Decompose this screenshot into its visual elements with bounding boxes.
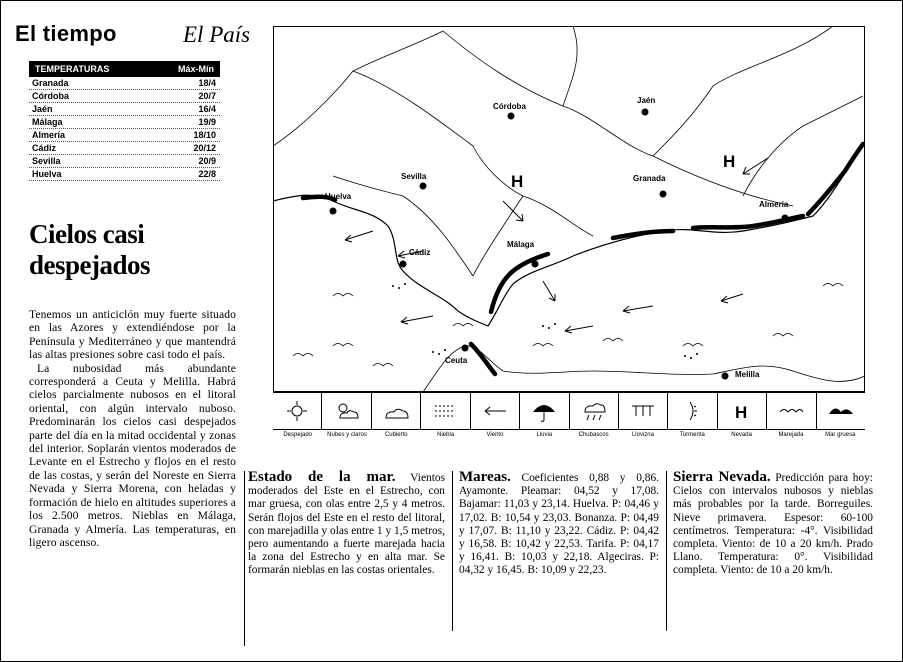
legend-label: Chubascos [578, 432, 609, 438]
choppy-sea-icon [776, 398, 806, 424]
temperature-row [29, 77, 220, 90]
article-paragraph: La nubosidad más abundante corresponderá a Ceuta y Melilla. Habrá cielos parcialmente nubosos en el litoral oriental, con algún intervalo nuboso. Predominarán los cielos casi despejados parte del día en la mitad occidental y zonas del interior. Soplarán vientos moderados de Levante en el Estrecho y flojos en el resto de las costas, y serán del Noreste en Sierra Nevada y Sierra Morena, con heladas y formación de hielo en altitudes superiores a los 2.500 metros. Nieblas en Málaga, Granada y Almería. Las temperaturas, en ligero ascenso. [29, 361, 236, 549]
legend-label: Nubes y claros [327, 432, 367, 438]
legend-label: Marejada [778, 432, 804, 438]
map-city-label: Sevilla [401, 172, 427, 181]
temperature-value: 18/4 [198, 78, 216, 88]
sea-state-column [248, 471, 445, 578]
high-pressure-mark: H [723, 152, 736, 171]
tides-lead: Mareas. [459, 469, 511, 485]
legend-label: Llovizna [631, 432, 654, 438]
temperature-city: Córdoba [32, 91, 69, 101]
temperature-value: 20/7 [198, 91, 216, 101]
temperature-table-header [29, 61, 220, 77]
legend-cell [569, 393, 618, 429]
temperature-header-value: Máx-Mín [178, 64, 214, 74]
temperature-city: Almería [32, 130, 66, 140]
map-city-label: Cádiz [409, 248, 431, 257]
temperature-row [29, 116, 220, 129]
legend-label: Despejado [283, 432, 312, 438]
map-city-label: Huelva [325, 192, 352, 201]
legend-label: Lluvia [536, 432, 553, 438]
legend-cell [371, 393, 420, 429]
map-city-label: Málaga [507, 240, 535, 249]
temperature-value: 20/9 [198, 156, 216, 166]
clear-sky-icon [282, 398, 312, 424]
partly-cloudy-icon [332, 398, 362, 424]
section-title: El tiempo [15, 21, 117, 46]
sierra-nevada-lead: Sierra Nevada. [673, 469, 771, 485]
temperature-value: 18/10 [193, 130, 216, 140]
article-headline: Cielos casi despejados [29, 219, 151, 280]
legend-cell [816, 393, 865, 429]
map-city-label: Ceuta [445, 356, 468, 365]
article-body [29, 308, 236, 549]
tides-text: Coeficientes 0,88 y 0,86. Ayamonte. Pleamar: 04,52 y 17,08. Bajamar: 11,03 y 23,14. Huelva. P: 04,46 y 17,02. B: 10,54 y 23,03. Bonanza. P: 04,49 y 17,07. B: 11,10 y 23,22. Cádiz. P: 04,42 y 16,58. B: 10,42 y 22,53. Tarifa. P: 04,17 y 16,41. B: 10,03 y 22,18. Algeciras. P: 04,32 y 16,45. B: 10,09 y 22,23. [459, 472, 659, 577]
legend-cell [618, 393, 667, 429]
temperature-city: Cádiz [32, 143, 57, 153]
temperature-row [29, 168, 220, 181]
rough-sea-icon [826, 398, 856, 424]
legend-cell [519, 393, 568, 429]
temperature-city: Granada [32, 78, 69, 88]
showers-icon [579, 398, 609, 424]
temperature-row [29, 103, 220, 116]
legend-label: Tormenta [679, 432, 705, 438]
temperature-row [29, 155, 220, 168]
masthead [15, 19, 265, 53]
map-city-label: Melilla [735, 370, 760, 379]
map-drawing [273, 26, 865, 392]
weather-map [273, 26, 865, 392]
temperature-table [29, 61, 220, 181]
temperature-city: Málaga [32, 117, 63, 127]
temperature-city: Sevilla [32, 156, 61, 166]
rain-icon [529, 398, 559, 424]
column-divider [666, 471, 667, 631]
legend-cell [273, 393, 321, 429]
map-city-label: Córdoba [493, 102, 526, 111]
temperature-row [29, 129, 220, 142]
legend-labels [273, 432, 865, 439]
temperature-value: 16/4 [198, 104, 216, 114]
legend-cell [420, 393, 469, 429]
map-city-label: Jaén [637, 96, 656, 105]
wind-icon [480, 398, 510, 424]
overcast-icon [381, 398, 411, 424]
temperature-value: 20/12 [193, 143, 216, 153]
legend-label: Viento [486, 432, 504, 438]
legend-label: Mar gruesa [825, 432, 856, 438]
sea-state-text: Vientos moderados del Este en el Estrecho, con mar gruesa, con olas entre 2,5 y 4 metros. Serán flojos del Este en el resto del litoral, con marejadilla y olas entre 1 y 1,5 metros, pero aumentando a fuerte marejada hacia la zona del Estrecho y en alta mar. Se formarán nieblas en las costas orientales. [248, 472, 445, 577]
fog-icon [430, 398, 460, 424]
drizzle-icon [628, 398, 658, 424]
column-divider [452, 471, 453, 631]
legend-label: Niebla [437, 432, 455, 438]
temperature-row [29, 90, 220, 103]
newspaper-name: El País [183, 22, 251, 47]
legend-label: Nevada [731, 432, 752, 438]
legend-cell [470, 393, 519, 429]
snow-icon [727, 398, 757, 424]
temperature-header-label: TEMPERATURAS [35, 64, 110, 74]
legend-cell [667, 393, 716, 429]
svg-text:H: H [735, 403, 748, 422]
temperature-value: 19/9 [198, 117, 216, 127]
sierra-nevada-text: Predicción para hoy: Cielos con intervalos nubosos y nieblas más probables por la tarde. Borreguiles. Nieve primavera. Espesor: 60-100 centímetros. Temperatura: -4°. Visibilidad completa. Viento: de 10 a 20 km/h. Prado Llano. Temperatura: 0°. Visibilidad completa. Viento: de 10 a 20 km/h. [673, 472, 873, 577]
temperature-value: 22/8 [198, 169, 216, 179]
legend-cell [321, 393, 370, 429]
article-paragraph: Tenemos un anticiclón muy fuerte situado en las Azores y extendiéndose por la Península y Mediterráneo y que mantendrá las altas presiones sobre casi todo el país. [29, 308, 236, 362]
sierra-nevada-column [673, 471, 873, 578]
sea-state-lead: Estado de la mar. [248, 469, 396, 485]
temperature-row [29, 142, 220, 155]
temperature-city: Huelva [32, 169, 62, 179]
legend-cell [717, 393, 766, 429]
column-divider [244, 471, 245, 646]
tides-column [459, 471, 659, 578]
legend-cell [766, 393, 815, 429]
map-city-label: Almería [759, 200, 789, 209]
high-pressure-mark: H [511, 172, 524, 191]
map-city-label: Granada [633, 174, 666, 183]
map-legend [273, 392, 865, 430]
legend-label: Cubierto [384, 432, 408, 438]
temperature-city: Jaén [32, 104, 53, 114]
storm-icon [678, 398, 708, 424]
